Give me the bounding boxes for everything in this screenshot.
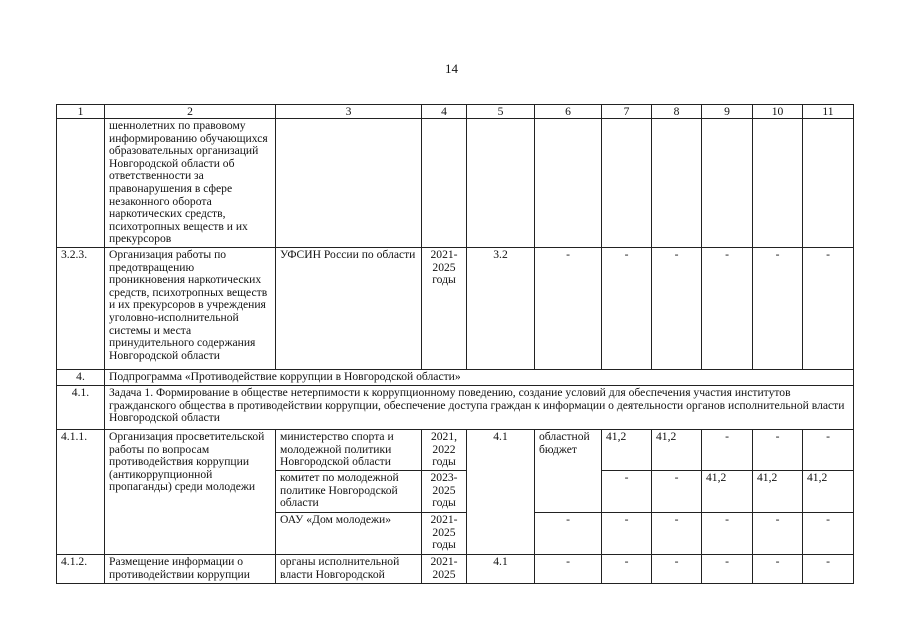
task-title: Задача 1. Формирование в обществе нетерпимости к коррупционному поведению, создание условий для обеспечения участия институтов гражданского общества в противодействии коррупции, обеспечение доступа граждан к информации о деятельности органов исполнительной власти Новгородской области <box>105 386 854 430</box>
value-2025: 41,2 <box>803 471 854 513</box>
activity-name: Организация просветительской работы по вопросам противодействия коррупции (антикоррупционной пропаганды) среди молодежи <box>105 430 276 555</box>
value-2024: 41,2 <box>753 471 803 513</box>
activity-name: Размещение информации о противодействии коррупции <box>105 555 276 584</box>
value-2021: - <box>602 555 652 584</box>
col-header: 5 <box>467 105 535 119</box>
value-2023: 41,2 <box>702 471 753 513</box>
funding-source: областной бюджет <box>535 430 602 513</box>
col-header: 11 <box>803 105 854 119</box>
value-2024: - <box>753 430 803 471</box>
col-header: 8 <box>652 105 702 119</box>
column-number-row <box>57 105 854 119</box>
executor: УФСИН России по области <box>276 248 422 370</box>
col-header: 1 <box>57 105 105 119</box>
funding-source: - <box>535 555 602 584</box>
executor: комитет по молодежной политике Новгородской области <box>276 471 422 513</box>
term: 2023-2025 годы <box>422 471 467 513</box>
value-2023: - <box>702 513 753 555</box>
term: 2021-2025 годы <box>422 513 467 555</box>
value-2025: - <box>803 555 854 584</box>
value-2021: - <box>602 248 652 370</box>
value-2022: - <box>652 555 702 584</box>
table-row-3-2-3 <box>57 248 854 370</box>
item-number: 4. <box>57 370 105 386</box>
table-row-continued <box>57 119 854 248</box>
item-number: 4.1. <box>57 386 105 430</box>
activity-name: Организация работы по предотвращению проникновения наркотических средств, психотропных веществ и их прекурсоров в учреждения уголовно-исполнительной системы и места принудительного содержания Новгородской области <box>105 248 276 370</box>
activity-name: шеннолетних по правовому информированию обучающихся образовательных организаций Новгородской области об ответственности за правонарушения в сфере незаконного оборота наркотических средств, психотропных веществ и их прекурсоров <box>105 119 276 248</box>
program-table <box>56 104 854 584</box>
page-number: 14 <box>445 61 458 76</box>
executor: ОАУ «Дом молодежи» <box>276 513 422 555</box>
value-2021: 41,2 <box>602 430 652 471</box>
executor: органы исполнительной власти Новгородской <box>276 555 422 584</box>
value-2021: - <box>602 513 652 555</box>
table-row-4 <box>57 370 854 386</box>
value-2022: - <box>652 513 702 555</box>
value-2024: - <box>753 248 803 370</box>
item-number: 4.1.1. <box>57 430 105 555</box>
value-2025: - <box>803 430 854 471</box>
value-2023: - <box>702 430 753 471</box>
target-indicator: 3.2 <box>467 248 535 370</box>
term: 2021, 2022 годы <box>422 430 467 471</box>
target-indicator: 4.1 <box>467 430 535 555</box>
value-2024: - <box>753 555 803 584</box>
col-header: 2 <box>105 105 276 119</box>
term: 2021-2025 <box>422 555 467 584</box>
table-row-4-1 <box>57 386 854 430</box>
term: 2021-2025 годы <box>422 248 467 370</box>
executor: министерство спорта и молодежной политики Новгородской области <box>276 430 422 471</box>
value-2024: - <box>753 513 803 555</box>
value-2025: - <box>803 513 854 555</box>
col-header: 4 <box>422 105 467 119</box>
table-row-4-1-1 <box>57 430 854 471</box>
funding-source: - <box>535 248 602 370</box>
col-header: 3 <box>276 105 422 119</box>
value-2023: - <box>702 248 753 370</box>
value-2022: - <box>652 248 702 370</box>
value-2021: - <box>602 471 652 513</box>
col-header: 10 <box>753 105 803 119</box>
item-number: 4.1.2. <box>57 555 105 584</box>
col-header: 6 <box>535 105 602 119</box>
col-header: 7 <box>602 105 652 119</box>
item-number: 3.2.3. <box>57 248 105 370</box>
col-header: 9 <box>702 105 753 119</box>
value-2025: - <box>803 248 854 370</box>
subprogram-title: Подпрограмма «Противодействие коррупции в Новгородской области» <box>105 370 854 386</box>
table-row-4-1-2 <box>57 555 854 584</box>
value-2023: - <box>702 555 753 584</box>
value-2022: 41,2 <box>652 430 702 471</box>
value-2022: - <box>652 471 702 513</box>
funding-source: - <box>535 513 602 555</box>
target-indicator: 4.1 <box>467 555 535 584</box>
